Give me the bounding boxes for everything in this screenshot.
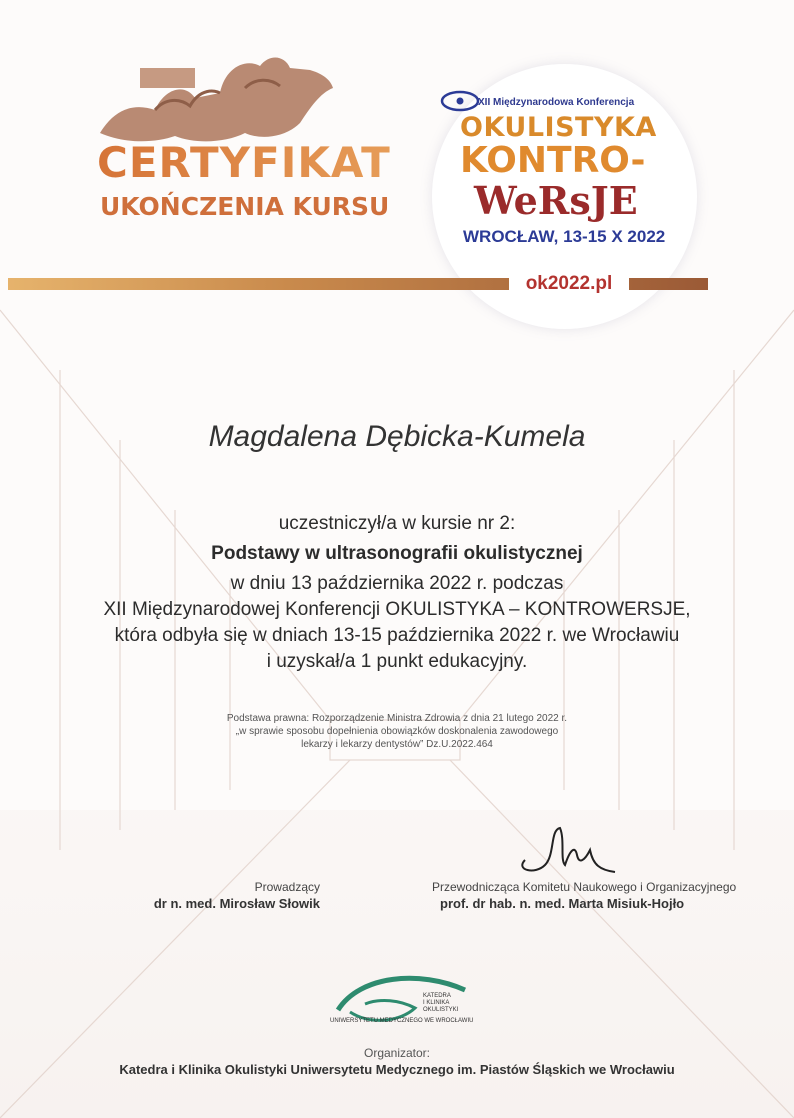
certificate-title: CERTYFIKAT [97,138,442,187]
footer-logo-line2: I KLINIKA [423,1000,450,1006]
body-line3: w dniu 13 października 2022 r. podczas [230,573,564,594]
footer-logo-text [423,993,483,1014]
organizer-label: Organizator: [363,1046,431,1060]
organizer-name: Katedra i Klinika Okulistyki Uniwersytetu Medycznego im. Piastów Śląskich we Wrocławiu [119,1062,675,1077]
conference-dates: 13-15 [563,227,607,246]
signature-icon [505,820,625,880]
participant-name: Magdalena Dębicka-Kumela [208,420,586,453]
instructor-role: Prowadzący [254,880,320,894]
conference-edition: XII Międzynarodowa Konferencja [478,97,635,108]
conference-year: 2022 [627,227,666,246]
body-line1: uczestniczył/a w kursie nr 2: [278,513,516,534]
conference-location: WROCŁAW, [463,227,559,246]
certificate-subtitle: UKOŃCZENIA KURSU [100,192,390,221]
body-line4: XII Międzynarodowej Konferencji OKULISTYKA – KONTROWERSJE, [103,599,691,620]
legal-basis [0,712,794,751]
chair-name: prof. dr hab. n. med. Marta Misiuk-Hojło [440,896,685,911]
certificate-body [60,513,734,675]
legal-line3: lekarzy i lekarzy dentystów” Dz.U.2022.464 [301,739,493,750]
legal-line2: „w sprawie sposobu dopełnienia obowiązków doskonalenia zawodowego [235,726,559,737]
conference-website: ok2022.pl [509,273,629,295]
conference-name-line3: WeRsJE [474,178,638,223]
body-line5: która odbyła się w dniach 13-15 października 2022 r. we Wrocławiu [114,625,680,646]
conference-month: X [611,227,623,246]
dragon-sculpture-icon [95,48,340,148]
footer-logo-line1: KATEDRA [423,993,451,999]
conference-name-line2: KONTRO- [460,140,646,181]
legal-line1: Podstawa prawna: Rozporządzenie Ministra Zdrowia z dnia 21 lutego 2022 r. [226,713,568,724]
conference-location-dates [463,227,673,247]
footer-logo-university: UNIWERSYTETU MEDYCZNEGO WE WROCŁAWIU [330,1018,474,1024]
instructor-name: dr n. med. Mirosław Słowik [153,896,320,911]
footer-logo-line3: OKULISTYKI [423,1007,459,1013]
course-title: Podstawy w ultrasonografii okulistycznej [211,543,583,564]
chair-role: Przewodnicząca Komitetu Naukowego i Organizacyjnego [432,880,737,894]
eye-logo-icon [440,90,480,112]
conference-name-line1: OKULISTYKA [460,112,657,143]
body-line6: i uzyskał/a 1 punkt edukacyjny. [266,651,528,672]
